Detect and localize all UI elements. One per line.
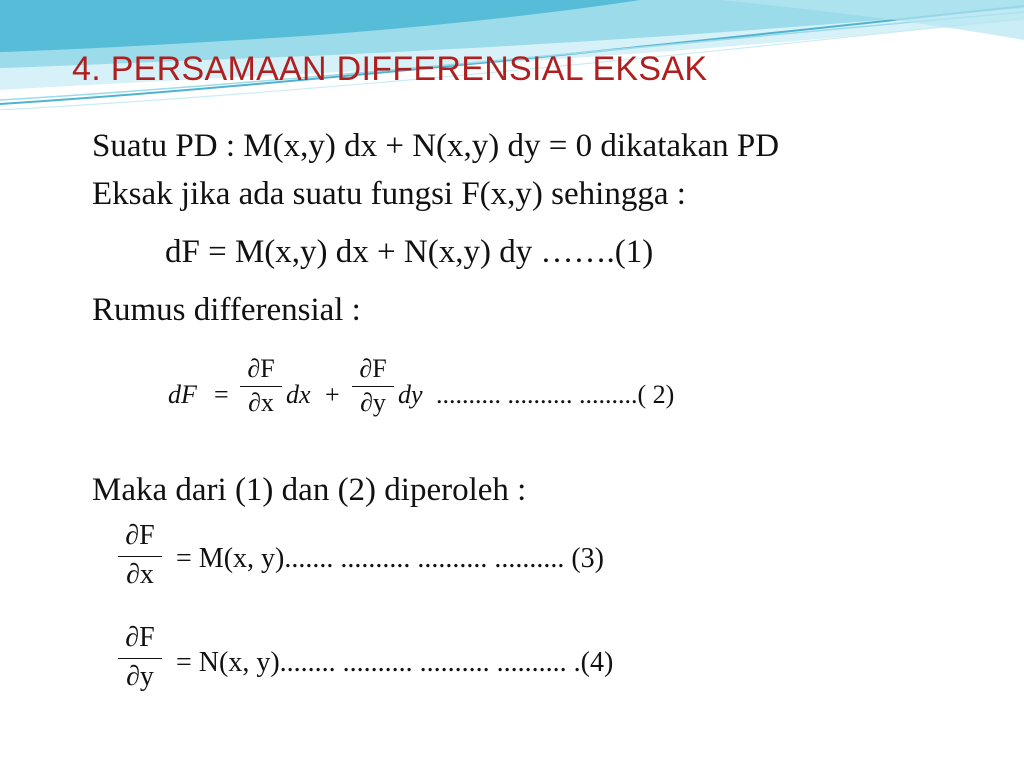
eq4-fraction	[118, 624, 162, 691]
eq4-denominator: ∂y	[126, 661, 154, 692]
intro-line-1: Suatu PD : M(x,y) dx + N(x,y) dy = 0 dikatakan PD	[92, 128, 780, 164]
eq2-frac1-numerator: ∂F	[247, 354, 275, 383]
eq3-numerator: ∂F	[125, 520, 155, 551]
eq2-tail: .......... .......... .........( 2)	[436, 380, 675, 409]
eq4-rhs: = N(x, y)........ .......... .......... .......... .(4)	[176, 647, 614, 678]
eq3-rhs: = M(x, y)....... .......... .......... .......... (3)	[176, 543, 604, 574]
eq4-numerator: ∂F	[125, 622, 155, 653]
eq2-fraction-y	[352, 356, 394, 416]
fraction-bar	[118, 556, 162, 557]
eq2-fraction-x	[240, 356, 282, 416]
eq2-dx: dx	[286, 380, 311, 409]
equation-1: dF = M(x,y) dx + N(x,y) dy …….(1)	[165, 234, 654, 270]
eq2-frac2-numerator: ∂F	[359, 354, 387, 383]
fraction-bar	[240, 386, 282, 387]
eq2-plus: +	[325, 380, 340, 409]
rumus-label: Rumus differensial :	[92, 292, 361, 328]
eq2-lhs: dF	[168, 380, 197, 409]
slide-title: 4. PERSAMAAN DIFFERENSIAL EKSAK	[72, 50, 708, 88]
eq3-fraction	[118, 522, 162, 589]
eq2-dy: dy	[398, 380, 423, 409]
eq2-frac1-denominator: ∂x	[248, 388, 274, 417]
fraction-bar	[352, 386, 394, 387]
intro-line-2: Eksak jika ada suatu fungsi F(x,y) sehingga :	[92, 176, 686, 212]
eq2-frac2-denominator: ∂y	[360, 388, 386, 417]
fraction-bar	[118, 658, 162, 659]
maka-label: Maka dari (1) dan (2) diperoleh :	[92, 472, 527, 508]
eq2-equals: =	[214, 380, 229, 409]
eq3-denominator: ∂x	[126, 559, 154, 590]
